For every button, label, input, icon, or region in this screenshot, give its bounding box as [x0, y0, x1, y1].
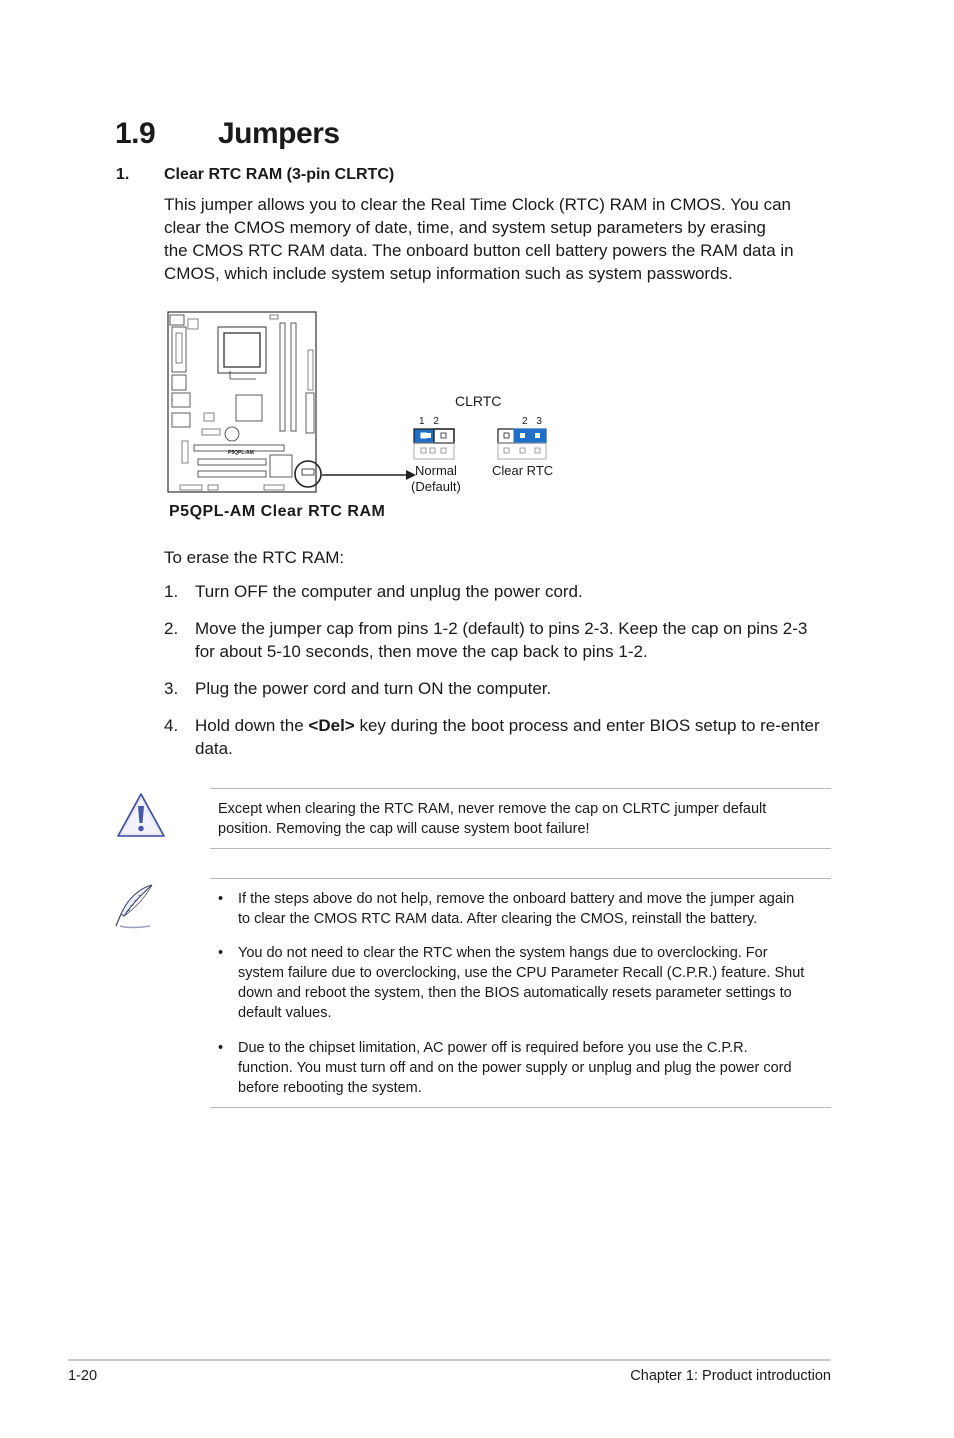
normal-pin-numbers: 1 2 — [419, 416, 439, 427]
step-text-part: key during the boot process and enter BIOS setup to re-enter — [354, 716, 820, 735]
note-line: to clear the CMOS RTC RAM data. After clearing the CMOS, reinstall the battery. — [238, 911, 758, 927]
note-bullet: • — [218, 945, 224, 961]
del-key-label: <Del> — [308, 716, 355, 735]
notes-bottom-rule — [210, 1107, 831, 1108]
note-line: You do not need to clear the RTC when the system hangs due to overclocking. For — [238, 945, 768, 961]
step-text: Plug the power cord and turn ON the computer. — [195, 679, 552, 698]
note-line: default values. — [238, 1005, 332, 1021]
item-description — [164, 193, 844, 285]
item-title: Clear RTC RAM (3-pin CLRTC) — [164, 166, 395, 183]
step-line: Move the jumper cap from pins 1-2 (default) to pins 2-3. Keep the cap on pins 2-3 — [195, 619, 808, 638]
note-bullet: • — [218, 1040, 224, 1056]
caution-top-rule — [210, 788, 831, 789]
note-line: If the steps above do not help, remove the onboard battery and move the jumper again — [238, 891, 795, 907]
caution-text — [218, 799, 766, 839]
note-item — [238, 889, 838, 929]
section-title: Jumpers — [218, 117, 340, 150]
footer-rule — [68, 1359, 831, 1361]
note-item — [238, 1038, 838, 1098]
step-line: data. — [195, 739, 233, 758]
step-number: 3. — [164, 679, 179, 698]
step-text-part: Hold down the — [195, 716, 309, 735]
paragraph-line: the CMOS RTC RAM data. The onboard button cell battery powers the RAM data in — [164, 241, 794, 260]
caution-line: position. Removing the cap will cause system boot failure! — [218, 821, 590, 837]
item-number: 1. — [116, 166, 130, 183]
step-number: 2. — [164, 619, 179, 638]
clear-pin-numbers: 2 3 — [522, 416, 542, 427]
clrtc-header-label: CLRTC — [455, 393, 502, 409]
step-text — [195, 714, 845, 760]
note-bullet: • — [218, 891, 224, 907]
jumper-clear-graphic — [498, 429, 546, 459]
step-line: for about 5-10 seconds, then move the cap back to pins 1-2. — [195, 642, 648, 661]
warning-triangle-icon — [114, 790, 168, 840]
note-line: before rebooting the system. — [238, 1080, 422, 1096]
step-number: 1. — [164, 582, 179, 601]
clrtc-figure — [160, 305, 580, 500]
board-model-label: P5QPL-AM — [228, 450, 254, 456]
note-item — [238, 943, 838, 1023]
step-text — [195, 617, 807, 663]
page-number: 1-20 — [68, 1368, 98, 1384]
note-line: system failure due to overclocking, use the CPU Parameter Recall (C.P.R.) feature. Shut — [238, 965, 805, 981]
note-line: function. You must turn off and on the power supply or unplug and plug the power cord — [238, 1060, 792, 1076]
paragraph-line: CMOS, which include system setup information such as system passwords. — [164, 264, 733, 283]
step-text: Turn OFF the computer and unplug the power cord. — [195, 582, 583, 601]
note-line: down and reboot the system, then the BIOS automatically resets parameter settings to — [238, 985, 792, 1001]
procedure-intro: To erase the RTC RAM: — [164, 548, 345, 567]
caution-line: Except when clearing the RTC RAM, never remove the cap on CLRTC jumper default — [218, 801, 767, 817]
paragraph-line: clear the CMOS memory of date, time, and system setup parameters by erasing — [164, 218, 766, 237]
step-number: 4. — [164, 716, 179, 735]
clear-rtc-label: Clear RTC — [492, 463, 554, 478]
normal-default-label: (Default) — [411, 479, 461, 494]
caution-bottom-rule — [210, 848, 831, 849]
notes-top-rule — [210, 878, 831, 879]
paragraph-line: This jumper allows you to clear the Real Time Clock (RTC) RAM in CMOS. You can — [164, 195, 792, 214]
step-line — [195, 714, 845, 737]
feather-pen-icon — [112, 882, 158, 932]
note-line: Due to the chipset limitation, AC power off is required before you use the C.P.R. — [238, 1040, 748, 1056]
section-number: 1.9 — [115, 117, 156, 150]
figure-caption: P5QPL-AM Clear RTC RAM — [169, 503, 386, 520]
jumper-normal-graphic — [414, 429, 454, 459]
chapter-label: Chapter 1: Product introduction — [630, 1368, 831, 1384]
normal-label: Normal — [415, 463, 457, 478]
